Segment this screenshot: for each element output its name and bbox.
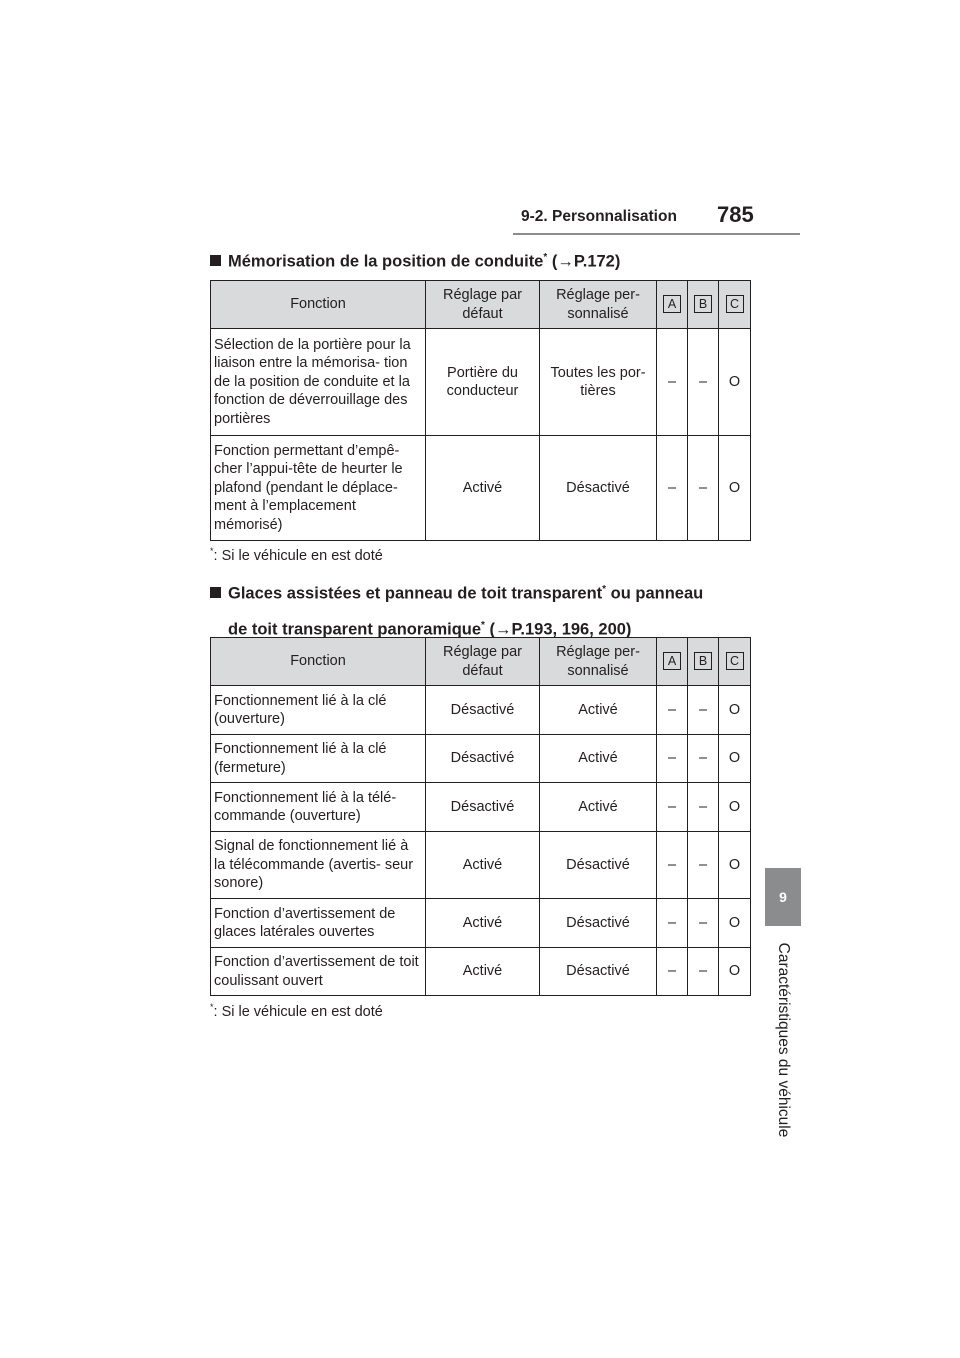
table-row: Fonctionnement lié à la télé- commande (ouverture) Désactivé Activé – – O	[211, 783, 751, 832]
table-row: Sélection de la portière pour la liaison entre la mémorisa- tion de la position de conduite et la fonction de déverrouillage des portières Portière du conducteur Toutes les por- tières – – O	[211, 329, 751, 436]
col-perso: Réglage per- sonnalisé	[540, 281, 657, 329]
table-header-row	[211, 638, 751, 686]
chapter-tab: 9	[765, 868, 801, 926]
col-defaut: Réglage par défaut	[426, 281, 540, 329]
table-row: Fonction d’avertissement de glaces latérales ouvertes Activé Désactivé – – O	[211, 899, 751, 948]
col-c: C	[726, 295, 744, 313]
page-number: 785	[717, 202, 754, 227]
section-title-glaces: Glaces assistées et panneau de toit transparent* ou panneau de toit transparent panoramique* (→P.193, 196, 200)	[210, 574, 703, 645]
memorisation-table	[210, 280, 751, 541]
col-perso: Réglage per- sonnalisé	[540, 638, 657, 686]
footnote: *: Si le véhicule en est doté	[210, 1002, 383, 1020]
col-fonction: Fonction	[211, 281, 426, 329]
table-row: Signal de fonctionnement lié à la télécommande (avertis- seur sonore) Activé Désactivé – – O	[211, 832, 751, 899]
bullet-square-icon	[210, 587, 221, 598]
col-defaut: Réglage par défaut	[426, 638, 540, 686]
col-b: B	[694, 652, 712, 670]
col-c: C	[726, 652, 744, 670]
chapter-label: Caractéristiques du véhicule	[775, 942, 792, 1138]
table-row: Fonction permettant d’empê- cher l’appui-tête de heurter le plafond (pendant le déplace- ment à l’emplacement mémorisé) Activé Désactivé – – O	[211, 436, 751, 541]
glaces-table	[210, 637, 751, 996]
section-header: 9-2. Personnalisation	[521, 208, 677, 225]
header-rule	[513, 233, 800, 235]
table-row: Fonctionnement lié à la clé (ouverture) Désactivé Activé – – O	[211, 686, 751, 735]
col-fonction: Fonction	[211, 638, 426, 686]
bullet-square-icon	[210, 255, 221, 266]
col-a: A	[663, 295, 681, 313]
table-row: Fonction d’avertissement de toit coulissant ouvert Activé Désactivé – – O	[211, 948, 751, 996]
col-a: A	[663, 652, 681, 670]
footnote: *: Si le véhicule en est doté	[210, 546, 383, 564]
table-row: Fonctionnement lié à la clé (fermeture) Désactivé Activé – – O	[211, 735, 751, 783]
section-title-memorisation: Mémorisation de la position de conduite* (→P.172)	[210, 242, 620, 278]
col-b: B	[694, 295, 712, 313]
table-header-row	[211, 281, 751, 329]
